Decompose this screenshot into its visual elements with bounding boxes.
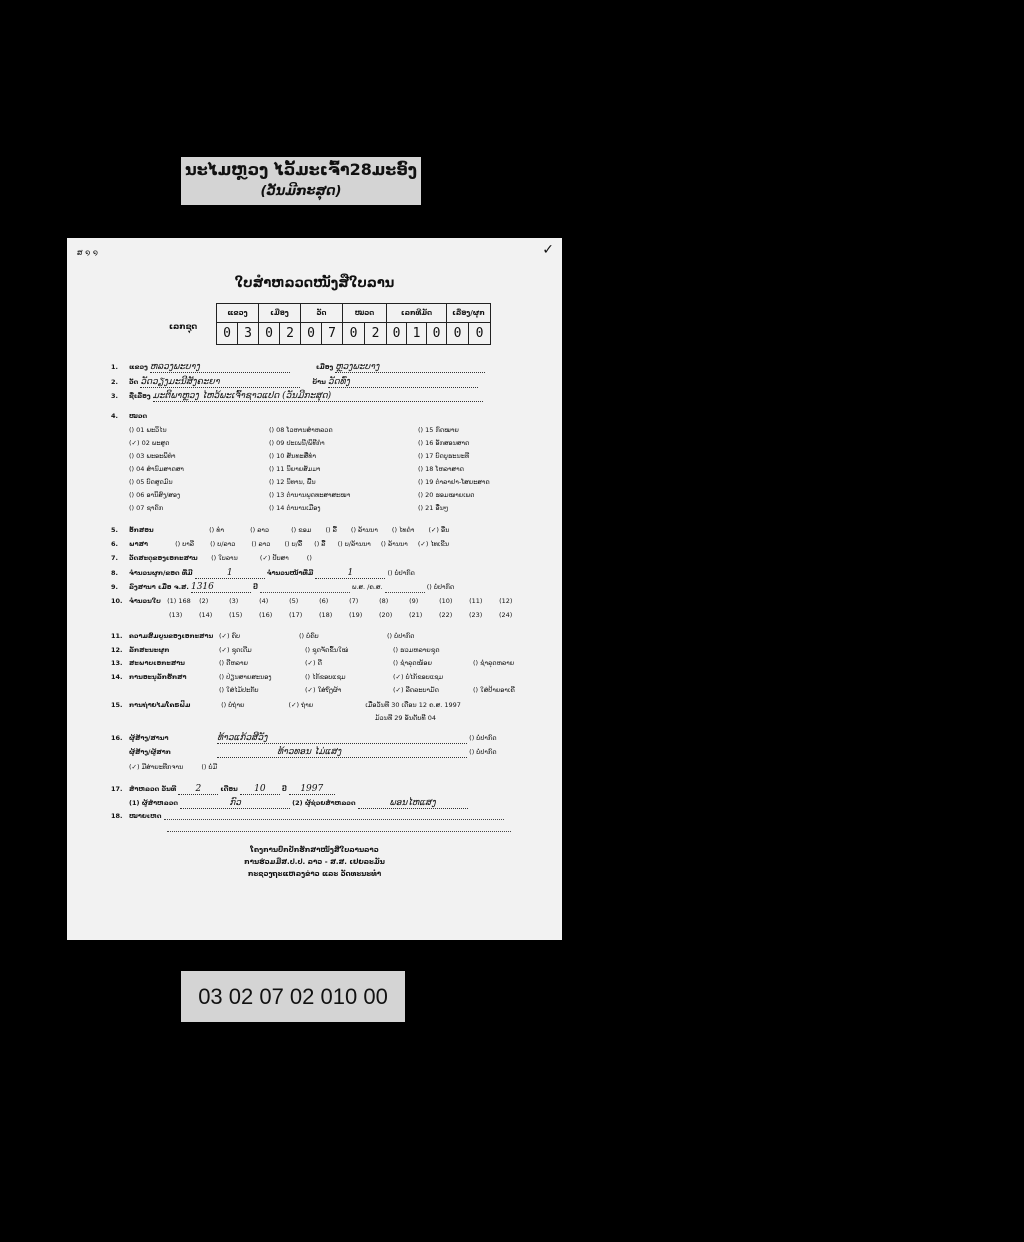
code-header: ເລກທີມັດ [387,304,447,323]
script-option[interactable]: () ລື້ [325,526,337,534]
category-option[interactable]: () 05 ບົດສູດມົນ [129,478,173,486]
category-option[interactable]: () 11 ນິຍາຍສັມມາ [269,465,321,473]
leaf-cell: (23) [469,611,483,619]
row-microfilm: 15. ການຖ່າຍໄມໂຄຣຟິມ () ບໍ່ຖ່າຍ (✓) ຖ່າຍ ເມື່ອວັນທີ 30 ເດືອນ 12 ຄ.ສ. 1997 [111,701,461,709]
leaf-cells-row2 [169,611,529,619]
section-category: 4. ໝວດ [111,412,148,420]
row-label: ລັກສະນະຜູກ [129,645,170,654]
colophon-option[interactable]: () ບໍ່ມີ [201,763,218,771]
era-label: ພ.ສ. /ຄ.ສ. [351,583,383,591]
footer-line: ກະຊວງຖະແຫລງຂ່າວ ແລະ ວັດທະນະທຳ [247,870,382,878]
not-visible-option[interactable]: () ບໍ່ປາກົດ [469,734,497,742]
script-option[interactable]: () ລ້ານນາ [350,526,378,534]
row-bundle-count: 8. ຈຳນວນຜູກ/ຂອດ ທີ່ມີ 1 ຈຳນວນໜ້າທີ່ມີ 1 () ບໍ່ປາກົດ [111,568,415,578]
material-option[interactable]: () [306,554,312,562]
category-option[interactable]: () 21 ອື່ນໆ [418,504,449,512]
category-option[interactable]: () 12 ນິທານ, ພື້ນ [269,478,316,486]
village-value: ວັດທົ່ງ [328,377,478,388]
category-option[interactable]: () 19 ຕຳລາຢາ-ໂສຍະສາດ [418,478,490,486]
category-option[interactable]: () 14 ຕຳນານເມືອງ [269,504,321,512]
page-count-value: 1 [315,568,385,579]
code-table [216,303,491,345]
category-option[interactable]: (✓) 02 ພະສູດ [129,439,170,447]
category-option[interactable]: () 13 ຕຳນານພຸດທະສາສະໜາ [269,491,351,499]
leaf-cell: (22) [439,611,453,619]
condition-option[interactable]: (✓) ບໍ່ໄກ້ຂອບແຊມ [393,672,444,681]
row-script: 5. ອັກສອນ () ທຳ () ລາວ () ຂອມ () ລື້ () ລ້ານນາ () ໄທດຳ (✓) ອື່ນ [111,526,450,534]
row-survey-date: 17. ສຳຫລວດ ວັນທີ 2 ເດືອນ 10 ປີ 1997 [111,784,335,795]
leaf-cell: (17) [289,611,303,619]
material-option[interactable]: (✓) ປັບສາ [259,554,289,562]
condition-option[interactable]: () ຊຳລຸດຫລາຍ [473,659,515,667]
row-number: 13. [111,659,123,667]
creator-value: ທ້າວແກ້ວສີວັງ [217,733,467,744]
not-visible-option[interactable]: () ບໍ່ປາກົດ [469,748,497,756]
temple-value: ວັດວຽງມະນີສັງຄະຍາ [140,377,300,388]
leaf-cell: (3) [229,597,239,605]
microfilm-date: ເມື່ອວັນທີ 30 ເດືອນ 12 ຄ.ສ. 1997 [365,701,461,709]
language-option[interactable]: () ລາວ [251,540,271,548]
leaf-cell: (14) [199,611,213,619]
leaf-cell: (5) [289,597,299,605]
material-option[interactable]: () ໃບລານ [211,554,238,562]
condition-option[interactable]: () ດີຫລາຍ [219,659,249,667]
script-option[interactable]: (✓) ອື່ນ [428,526,450,534]
row-surveyors: (1) ຜູ້ສຳຫລວດ ກົວ (2) ຜູ້ຊ່ວຍສຳຫລວດ ພອນໄຫແສງ [129,798,468,809]
row-label: ຄວາມສົມບູນຂອງເອກະສານ [129,632,214,640]
category-option[interactable]: () 20 ຮອມໝາຍເພດ [418,491,475,499]
condition-option[interactable]: () ບໍ່ປາກົດ [387,632,415,640]
leaf-cell: (8) [379,597,389,605]
code-number-label: 03 02 07 02 010 00 [181,971,405,1022]
colophon-option[interactable]: (✓) ມີສ່າຍະທີກຈານ [129,763,184,771]
condition-option[interactable]: () ຊຳລຸດໜ້ອຍ [393,659,432,667]
condition-option[interactable]: () ໃສ່ປ້າຍອາເຄີ [473,686,515,694]
condition-option[interactable]: () ຊຸດຈັດຂຶ້ນໃໝ່ [305,645,349,654]
script-option[interactable]: () ຂອມ [291,526,312,534]
condition-row [111,659,553,667]
category-option[interactable]: () 17 ບົດບູຮະນະທີ [418,452,470,460]
code-digit: 3 [238,323,259,345]
code-header: ວັດ [301,304,343,323]
condition-option[interactable]: (✓) ລີດລະບາມັດ [393,686,439,694]
era-blank [385,585,425,593]
code-header: ໝວດ [343,304,387,323]
story-title-value: ມະຕິພາຫຼວງ ໄຫວ້ພະເຈົ້າຊາວແປດ (ວັນມີກະສຸດ) [153,391,483,402]
condition-option[interactable]: (✓) ດີ [305,659,322,667]
remarks-line-2 [167,824,511,832]
footer-line: ໂຄງການປົກປັກຮັກສາໜັງສືໃບລານລາວ [250,846,379,854]
code-digit: 0 [259,323,280,345]
province-value: ຫລວງພະບາງ [150,362,290,373]
leaf-cell: (12) [499,597,513,605]
form-footer [67,844,562,880]
survey-year: 1997 [289,784,335,795]
code-label: ເລກຊຸດ [169,322,198,331]
leaf-cell: (21) [409,611,423,619]
row-language: 6. ພາສາ () ບາລີ () ບ/ລາວ () ລາວ () ບ/ລື້ () ລື້ () ບ/ລ້ານນາ () ລ້ານນາ (✓) ໄທເຂີນ [111,540,450,548]
code-digit: 1 [407,323,427,345]
assistant-value: ພອນໄຫແສງ [358,798,468,809]
check-mark-icon: ✓ [542,242,554,258]
footer-line: ການຮ່ວມມືສ.ປ.ປ. ລາວ - ສ.ສ. ເຢຍລະມັນ [244,858,385,866]
row-number: 14. [111,672,123,681]
language-option[interactable]: (✓) ໄທເຂີນ [417,540,450,548]
leaf-cell: (7) [349,597,359,605]
condition-option[interactable]: () ບໍ່ຄົບ [299,632,319,640]
title-line: ນະໄມຫຼວງ ໄວັ້ມະເຈົ້າ28ມະອົງ [185,160,417,179]
code-digit: 2 [280,323,301,345]
district-value: ຫຼວງພະບາງ [335,362,485,373]
category-option[interactable]: () 01 ພະວິໄນ [129,426,167,434]
leaf-cell: (9) [409,597,419,605]
leaf-cells [167,597,529,605]
category-option[interactable]: () 06 ອານິສົງ/ສອງ [129,491,181,499]
code-digit: 7 [322,323,343,345]
row-label: ການອະນຸລັກຮັກສາ [129,672,187,681]
language-option[interactable]: () ບ/ລາວ [210,540,236,548]
row-copier: ຜູ້ສ້າງ/ຜູ້ສາກ ທ້າວທອນ ໄມ່ແສງ () ບໍ່ປາກົດ [129,747,497,757]
code-digit: 0 [427,323,447,345]
row-label: ສະພາບເອກະສານ [129,659,185,667]
category-option[interactable]: () 03 ພະອະພິທຳ [129,452,176,460]
condition-row [111,673,473,681]
condition-option[interactable]: () ຮວມຫລາຍຊຸດ [393,645,440,654]
code-digit: 2 [365,323,387,345]
row-colophon [129,763,217,771]
row-number: 12. [111,645,123,654]
row-material: 7. ວັດສະດຸຂອງເອກະສານ () ໃບລານ (✓) ປັບສາ () [111,554,312,562]
leaf-cell: (10) [439,597,453,605]
code-digit: 0 [343,323,365,345]
condition-option[interactable]: (✓) ໃສ່ຖົງຜ້າ [305,686,342,694]
condition-option[interactable]: (✓) ຊຸດເດີມ [219,645,252,654]
category-option[interactable]: () 16 ອັກສອນສາດ [418,439,470,447]
category-option[interactable]: () 15 ກົດໝາຍ [418,426,459,434]
condition-option[interactable]: (✓) ຄົບ [219,632,241,640]
field-temple: 2. ວັດ ວັດວຽງມະນີສັງຄະຍາ ບ້ານ ວັດທົ່ງ [111,377,478,388]
leaf-cell: (11) [469,597,483,605]
row-remarks: 18. ໝາຍເຫດ [111,812,504,820]
leaf-cell: (16) [259,611,273,619]
category-option[interactable]: () 10 ສັນທະສື່ທຳ [269,452,317,460]
code-digit: 0 [387,323,407,345]
code-digit: 0 [217,323,238,345]
script-option[interactable]: () ໄທດຳ [391,526,415,534]
language-option[interactable]: () ບ/ລື້ [284,540,303,548]
language-option[interactable]: () ລື້ [314,540,326,548]
field-province: 1. ແຂວງ ຫລວງພະບາງ ເມືອງ ຫຼວງພະບາງ [111,362,485,373]
condition-option[interactable]: () ໃສ່ໄມ້ປະກັບ [219,686,259,694]
condition-row [111,686,553,694]
condition-row [111,632,467,640]
leaf-cell: (18) [319,611,333,619]
microfilm-option[interactable]: (✓) ຖ່າຍ [288,701,314,709]
category-option[interactable]: () 18 ໂຫລາສາດ [418,465,464,473]
leaf-cell: (15) [229,611,243,619]
bundle-count-value: 1 [195,568,265,579]
row-date: 9. ລົງສານາ ເມື່ອ ຈ.ສ. 1316 ປີ ພ.ສ. /ຄ.ສ. () ບໍ່ປາກົດ [111,582,455,592]
not-visible-option[interactable]: () ບໍ່ປາກົດ [426,583,455,591]
year-blank [260,585,350,593]
condition-option[interactable]: () ໄກ້ຂອບແຊມ [305,672,346,681]
condition-row [111,646,473,654]
leaf-cell: (2) [199,597,209,605]
row-number: 11. [111,632,123,640]
survey-form-sheet [67,238,562,940]
code-header: ແຂວງ [217,304,259,323]
survey-month: 10 [240,784,280,795]
microfilm-reel: ມ້ວນທີ 29 ອັນດັບທີ 04 [375,714,437,722]
remarks-line [164,812,504,820]
field-story-title: 3. ຊື່ເລື່ອງ ມະຕິພາຫຼວງ ໄຫວ້ພະເຈົ້າຊາວແປດ (ວັນມີກະສຸດ) [111,391,483,402]
copier-value: ທ້າວທອນ ໄມ່ແສງ [217,747,467,758]
manuscript-title-label [181,157,421,205]
category-option[interactable]: () 09 ປະເພນີ/ພິທີກຳ [269,439,325,447]
leaf-cell: (13) [169,611,183,619]
category-option[interactable]: () 08 ໂວຫານສຳຫລວດ [269,426,333,434]
year-cs-value: 1316 [191,582,251,593]
row-leaf-count: 10. ຈຳນວນໃບ (1) 168 (2) (3) (4) (5) (6) (7) (8) (9) (10) (11) (12) [111,597,529,605]
not-visible-option[interactable]: () ບໍ່ປາກົດ [387,569,415,577]
language-option[interactable]: () ບ/ລ້ານນາ [337,540,371,548]
leaf-cell: (19) [349,611,363,619]
condition-option[interactable]: () ປ່ຽນສາຍສະນອງ [219,672,272,681]
survey-day: 2 [178,784,218,795]
code-digit: 0 [447,323,469,345]
remarks-blank [167,824,511,832]
microfilm-option[interactable]: () ບໍ່ຖ່າຍ [221,701,245,709]
form-title: ໃບສຳຫລວດໜັງສືໃບລານ [234,276,395,291]
leaf-cell: (1) 168 [167,597,191,605]
language-option[interactable]: () ບາລີ [175,540,195,548]
language-option[interactable]: () ລ້ານນາ [380,540,408,548]
code-digit: 0 [469,323,491,345]
leaf-cell: (20) [379,611,393,619]
leaf-cell: (4) [259,597,269,605]
leaf-cell: (6) [319,597,329,605]
category-option[interactable]: () 04 ສຳນົມສາດສາ [129,465,184,473]
script-option[interactable]: () ລາວ [250,526,270,534]
subtitle-line: (ວັນມີກະສຸດ) [260,184,342,199]
category-option[interactable]: () 07 ຊາດົກ [129,504,164,512]
leaf-cell: (24) [499,611,513,619]
script-option[interactable]: () ທຳ [209,526,224,534]
row-creator: 16. ຜູ້ສ້າງ/ສານາ ທ້າວແກ້ວສີວັງ () ບໍ່ປາກົດ [111,733,497,743]
corner-mark: ສ ໑ ໑ [77,248,98,257]
code-header: ເລື່ອງ/ຜູກ [447,304,491,323]
code-header: ເມືອງ [259,304,301,323]
surveyor-value: ກົວ [180,798,290,809]
code-digit: 0 [301,323,322,345]
